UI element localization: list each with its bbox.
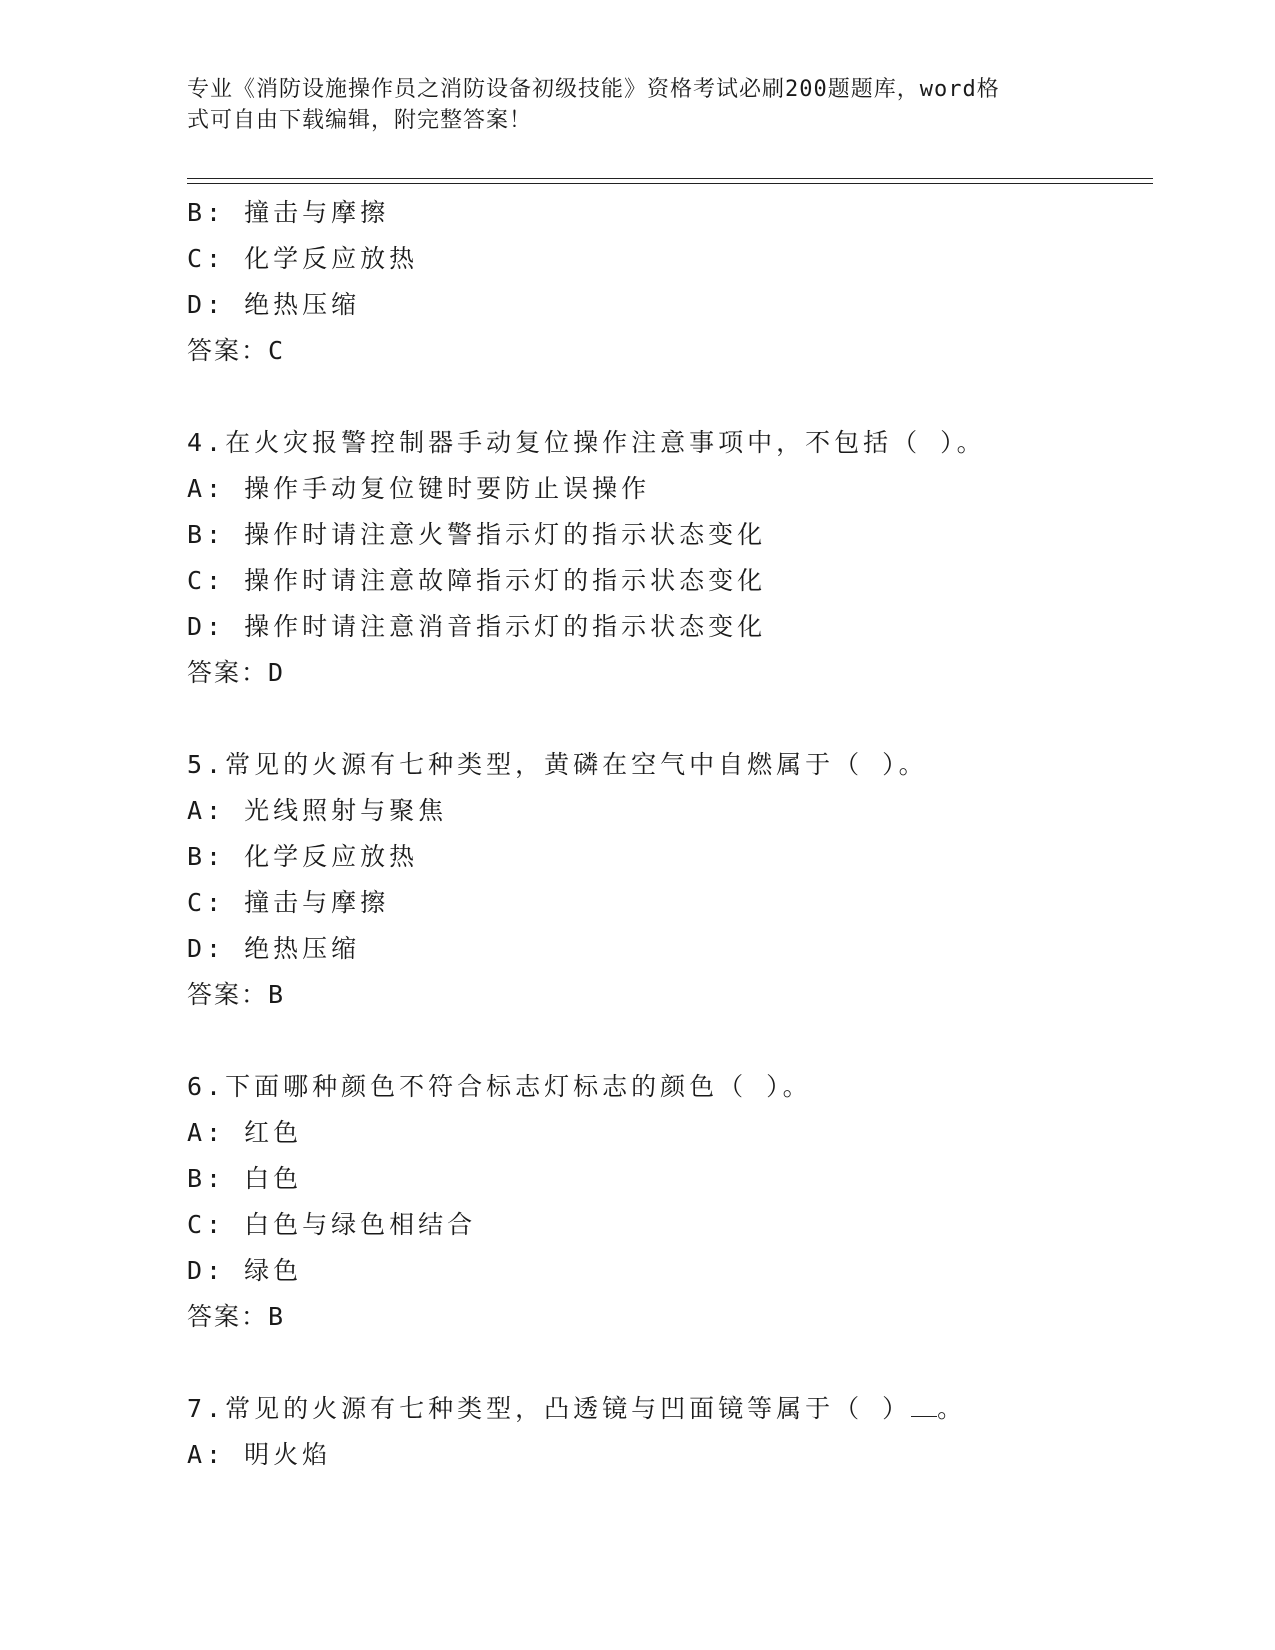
answer-label: 答案：	[187, 336, 269, 365]
option-d: D: 操作时请注意消音指示灯的指示状态变化	[187, 612, 767, 641]
answer-value: D	[268, 658, 286, 687]
question-6	[187, 1064, 1147, 1340]
option-b: B: 撞击与摩擦	[187, 198, 390, 227]
question-text: 5.常见的火源有七种类型，黄磷在空气中自燃属于（ ）。	[187, 750, 928, 779]
question-3	[187, 190, 1147, 374]
header-divider-bottom	[187, 183, 1153, 184]
option-b: B: 化学反应放热	[187, 842, 419, 871]
answer-value: B	[268, 1302, 286, 1331]
answer-label: 答案：	[187, 1302, 269, 1331]
question-text-prefix: 7.常见的火源有七种类型，凸透镜与凹面镜等属于（ ）	[187, 1394, 912, 1423]
answer-blank	[911, 1394, 937, 1417]
option-a: A: 明火焰	[187, 1440, 332, 1469]
option-c: C: 白色与绿色相结合	[187, 1210, 477, 1239]
question-text: 4.在火灾报警控制器手动复位操作注意事项中，不包括（ ）。	[187, 428, 986, 457]
header-divider-top	[187, 178, 1153, 179]
option-d: D: 绝热压缩	[187, 934, 361, 963]
option-b: B: 操作时请注意火警指示灯的指示状态变化	[187, 520, 767, 549]
option-a: A: 红色	[187, 1118, 303, 1147]
question-text-suffix: 。	[937, 1394, 967, 1423]
header-line-1: 专业《消防设施操作员之消防设备初级技能》资格考试必刷200题题库，word格	[187, 77, 1000, 102]
option-d: D: 绝热压缩	[187, 290, 361, 319]
question-5	[187, 742, 1147, 1018]
answer-line	[187, 972, 1147, 1018]
question-text	[187, 1386, 1147, 1432]
option-c: C: 操作时请注意故障指示灯的指示状态变化	[187, 566, 767, 595]
answer-line	[187, 1294, 1147, 1340]
question-7	[187, 1386, 1147, 1478]
option-a: A: 操作手动复位键时要防止误操作	[187, 474, 651, 503]
header-line-2: 式可自由下载编辑，附完整答案！	[187, 108, 533, 133]
answer-label: 答案：	[187, 658, 269, 687]
option-c: C: 撞击与摩擦	[187, 888, 390, 917]
question-4	[187, 420, 1147, 696]
answer-value: B	[268, 980, 286, 1009]
answer-line	[187, 328, 1147, 374]
question-list	[187, 190, 1147, 1478]
option-c: C: 化学反应放热	[187, 244, 419, 273]
question-text: 6.下面哪种颜色不符合标志灯标志的颜色（ ）。	[187, 1072, 812, 1101]
answer-line	[187, 650, 1147, 696]
option-a: A: 光线照射与聚焦	[187, 796, 448, 825]
answer-label: 答案：	[187, 980, 269, 1009]
document-header	[187, 74, 1077, 136]
answer-value: C	[268, 336, 286, 365]
option-d: D: 绿色	[187, 1256, 303, 1285]
option-b: B: 白色	[187, 1164, 303, 1193]
